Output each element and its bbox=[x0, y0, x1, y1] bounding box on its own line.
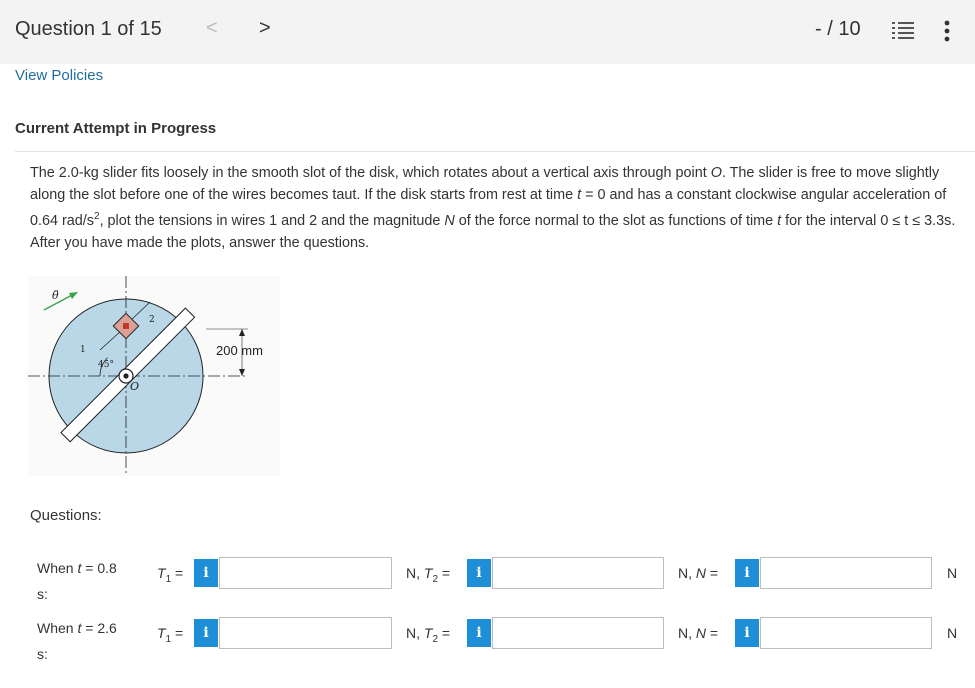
unit-label: N bbox=[947, 625, 958, 641]
angle-label: 45° bbox=[98, 360, 114, 370]
n-answer-input[interactable] bbox=[760, 557, 932, 589]
info-button[interactable]: i bbox=[194, 559, 218, 587]
t2-answer-input[interactable] bbox=[492, 557, 664, 589]
info-button[interactable]: i bbox=[467, 559, 491, 587]
disk-slider-figure bbox=[28, 276, 280, 476]
n-label: N, N = bbox=[678, 565, 719, 581]
info-button[interactable]: i bbox=[735, 619, 759, 647]
info-button[interactable]: i bbox=[467, 619, 491, 647]
t1-answer-input[interactable] bbox=[219, 617, 392, 649]
t1-label: $T_1$ = bbox=[157, 625, 184, 645]
divider bbox=[15, 151, 975, 152]
when-label: When t = 2.6 s: bbox=[37, 620, 117, 662]
n-answer-input[interactable] bbox=[760, 617, 932, 649]
t2-label: N, $T_2$ = bbox=[406, 625, 451, 645]
unit-label: N bbox=[947, 565, 958, 581]
t1-label: $T_1$ = bbox=[157, 565, 184, 585]
when-label: When t = 0.8 s: bbox=[37, 560, 117, 602]
question-counter: Question 1 of 15 bbox=[15, 18, 162, 40]
wire-2-label: 2 bbox=[149, 315, 155, 325]
next-question-button[interactable]: > bbox=[259, 17, 271, 39]
questions-label: Questions: bbox=[30, 507, 102, 524]
list-icon[interactable] bbox=[892, 20, 914, 42]
n-label: N, N = bbox=[678, 625, 719, 641]
wire-1-label: 1 bbox=[80, 345, 86, 355]
more-vertical-icon[interactable] bbox=[942, 20, 952, 42]
info-button[interactable]: i bbox=[735, 559, 759, 587]
point-o-label: O bbox=[130, 380, 140, 393]
view-policies-link[interactable]: View Policies bbox=[15, 67, 104, 84]
t2-label: N, $T_2$ = bbox=[406, 565, 451, 585]
question-row bbox=[0, 555, 975, 615]
attempt-status: Current Attempt in Progress bbox=[15, 120, 217, 137]
info-button[interactable]: i bbox=[194, 619, 218, 647]
t1-answer-input[interactable] bbox=[219, 557, 392, 589]
dimension-label: 200 mm bbox=[216, 343, 263, 358]
score-display: - / 10 bbox=[815, 18, 861, 40]
problem-statement: The 2.0-kg slider fits loosely in the smooth slot of the disk, which rotates about a vertical axis through point O. The slider is free to move slightly along the slot before one of the wires becomes taut. If the disk starts from rest at time t = 0 and has a constant clockwise angular acceleration of 0.64 rad/$s^2$, plot the tensions in wires 1 and 2 and the magnitude N of the force normal to the slot as functions of time t for the interval 0 ≤ t ≤ 3.3s. After you have made the plots, answer the questions. bbox=[30, 165, 956, 251]
previous-question-button[interactable]: < bbox=[206, 17, 218, 39]
top-bar bbox=[0, 0, 975, 64]
t2-answer-input[interactable] bbox=[492, 617, 664, 649]
question-row bbox=[0, 615, 975, 675]
theta-label: θ̈ bbox=[52, 289, 59, 302]
